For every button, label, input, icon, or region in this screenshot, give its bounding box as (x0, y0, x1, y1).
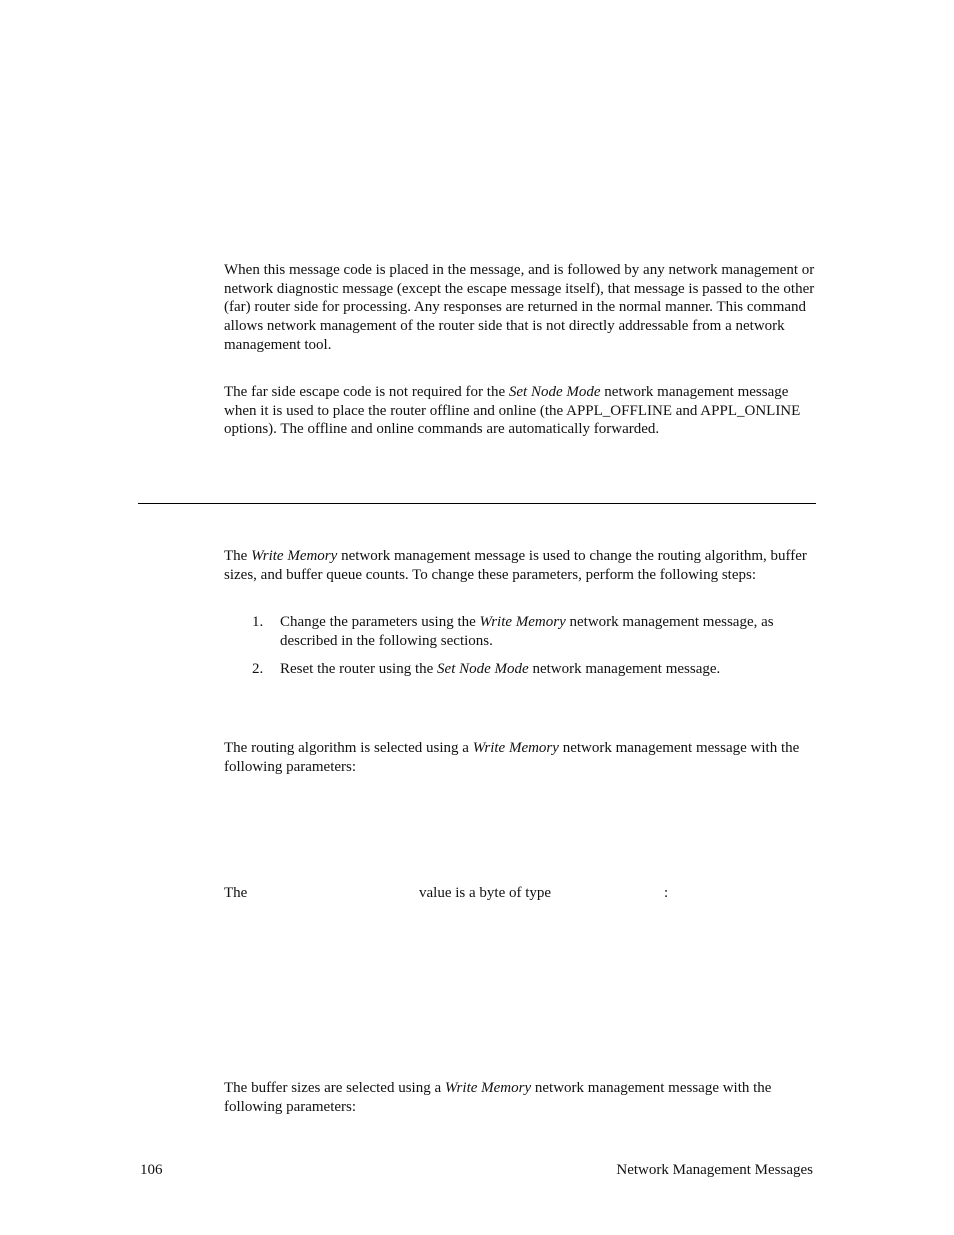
paragraph-escape-not-required (224, 383, 824, 439)
paragraph-text: network management message when it is used to place the router offline and online (the APPL_OFFLINE and APPL_ONLINE options). The offline and online commands are automatically forwarded. (224, 384, 801, 438)
section-divider (138, 503, 816, 504)
step-text-part: network management message. (528, 661, 721, 677)
emphasis-write-memory: Write Memory (251, 548, 338, 564)
emphasis-set-node-mode: Set Node Mode (437, 661, 529, 677)
paragraph-write-memory-intro (224, 547, 824, 584)
footer-section-title: Network Management Messages (616, 1162, 813, 1178)
emphasis-set-node-mode: Set Node Mode (508, 384, 601, 400)
paragraph-text: The buffer sizes are selected using a (224, 1080, 445, 1096)
step-number: 1. (252, 614, 264, 630)
paragraph-far-side-escape (224, 261, 824, 355)
paragraph-text: The routing algorithm is selected using a (224, 740, 473, 756)
fragment-the: The (224, 885, 248, 901)
step-text-part: Change the parameters using the (280, 614, 480, 630)
paragraph-text: network management message with the following parameters: (224, 1080, 772, 1115)
step-number: 2. (252, 661, 264, 677)
emphasis-write-memory: Write Memory (479, 614, 566, 630)
paragraph-text: network management message is used to change the routing algorithm, buffer sizes, and buffer queue counts. To change these parameters, perform the following steps: (224, 548, 807, 583)
paragraph-text: When this message code is placed in the message, and is followed by any network management or network diagnostic message (except the escape message itself), that message is passed to the other (far) router side for processing. Any responses are returned in the normal manner. This command allows network management of the router side that is not directly addressable from a network management tool. (224, 262, 815, 353)
paragraph-text: The far side escape code is not required for the (224, 384, 509, 400)
paragraph-buffer-sizes (224, 1079, 824, 1116)
fragment-value-byte-type: value is a byte of type (419, 885, 552, 901)
step-text-part: network management message, as described in the following sections. (280, 614, 774, 649)
step-text (280, 660, 824, 679)
emphasis-write-memory: Write Memory (444, 1080, 532, 1096)
fragment-colon: : (664, 885, 669, 901)
paragraph-text: The (224, 548, 252, 564)
page-number: 106 (140, 1162, 163, 1178)
paragraph-text: network management message with the following parameters: (224, 740, 800, 775)
emphasis-write-memory: Write Memory (472, 740, 559, 756)
step-text (280, 613, 824, 650)
paragraph-routing-algorithm (224, 739, 824, 776)
step-text-part: Reset the router using the (280, 661, 438, 677)
